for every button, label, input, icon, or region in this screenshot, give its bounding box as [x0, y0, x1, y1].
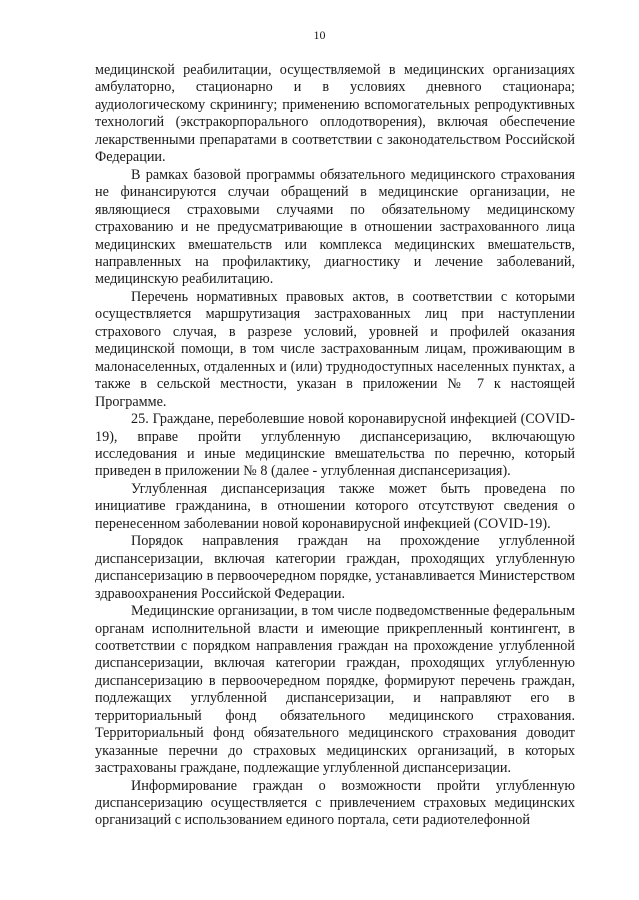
paragraph-referral-procedure: Порядок направления граждан на прохождение углубленной диспансеризации, включая категории граждан, проходящих углубленную диспансеризацию в первоочередном порядке, устанавливается Министерством здравоохранения Российской Федерации. — [95, 533, 575, 602]
paragraph-item-25-covid: 25. Граждане, переболевшие новой коронавирусной инфекцией (COVID-19), вправе пройти углубленную диспансеризацию, включающую исследования и иные медицинские вмешательства по перечню, который приведен в приложении № 8 (далее - углубленная диспансеризация). — [95, 411, 575, 480]
paragraph-medical-organizations: Медицинские организации, в том числе подведомственные федеральным органам исполнительной власти и имеющие прикрепленный контингент, в соответствии с порядком направления граждан на прохождение углубленной диспансеризации, включая категории граждан, проходящих углубленную диспансеризацию в первоочередном порядке, формируют перечень граждан, подлежащих углубленной диспансеризации, и направляют его в территориальный фонд обязательного медицинского страхования. Территориальный фонд обязательного медицинского страхования доводит указанные перечни до страховых медицинских организаций, в которых застрахованы граждане, подлежащие углубленной диспансеризации. — [95, 603, 575, 777]
document-body — [95, 62, 575, 830]
paragraph-continuation: медицинской реабилитации, осуществляемой в медицинских организациях амбулаторно, стационарно и в условиях дневного стационара; аудиологическому скринингу; применению вспомогательных репродуктивных технологий (экстракорпорального оплодотворения), включая обеспечение лекарственными препаратами в соответствии с законодательством Российской Федерации. — [95, 62, 575, 166]
page-number: 10 — [313, 28, 326, 42]
paragraph-routing-regulations: Перечень нормативных правовых актов, в соответствии с которыми осуществляется маршрутизация застрахованных лиц при наступлении страхового случая, в разрезе условий, уровней и профилей оказания медицинской помощи, в том числе застрахованным лицам, проживающим в малонаселенных, отдаленных и (или) труднодоступных населенных пунктах, а также в сельской местности, указан в приложении № 7 к настоящей Программе. — [95, 288, 575, 410]
paragraph-basic-program-exclusions: В рамках базовой программы обязательного медицинского страхования не финансируются случаи обращений в медицинские организации, не являющиеся страховыми случаями по обязательному медицинскому страхованию и не предусматривающие в отношении застрахованного лица медицинских вмешательств или комплекса медицинских вмешательств, направленных на профилактику, диагностику и лечение заболеваний, медицинскую реабилитацию. — [95, 166, 575, 288]
paragraph-informing-citizens: Информирование граждан о возможности пройти углубленную диспансеризацию осуществляется с привлечением страховых медицинских организаций с использованием единого портала, сети радиотелефонной — [95, 777, 575, 829]
paragraph-citizen-initiative: Углубленная диспансеризация также может быть проведена по инициативе гражданина, в отношении которого отсутствуют сведения о перенесенном заболевании новой коронавирусной инфекцией (COVID-19). — [95, 480, 575, 532]
